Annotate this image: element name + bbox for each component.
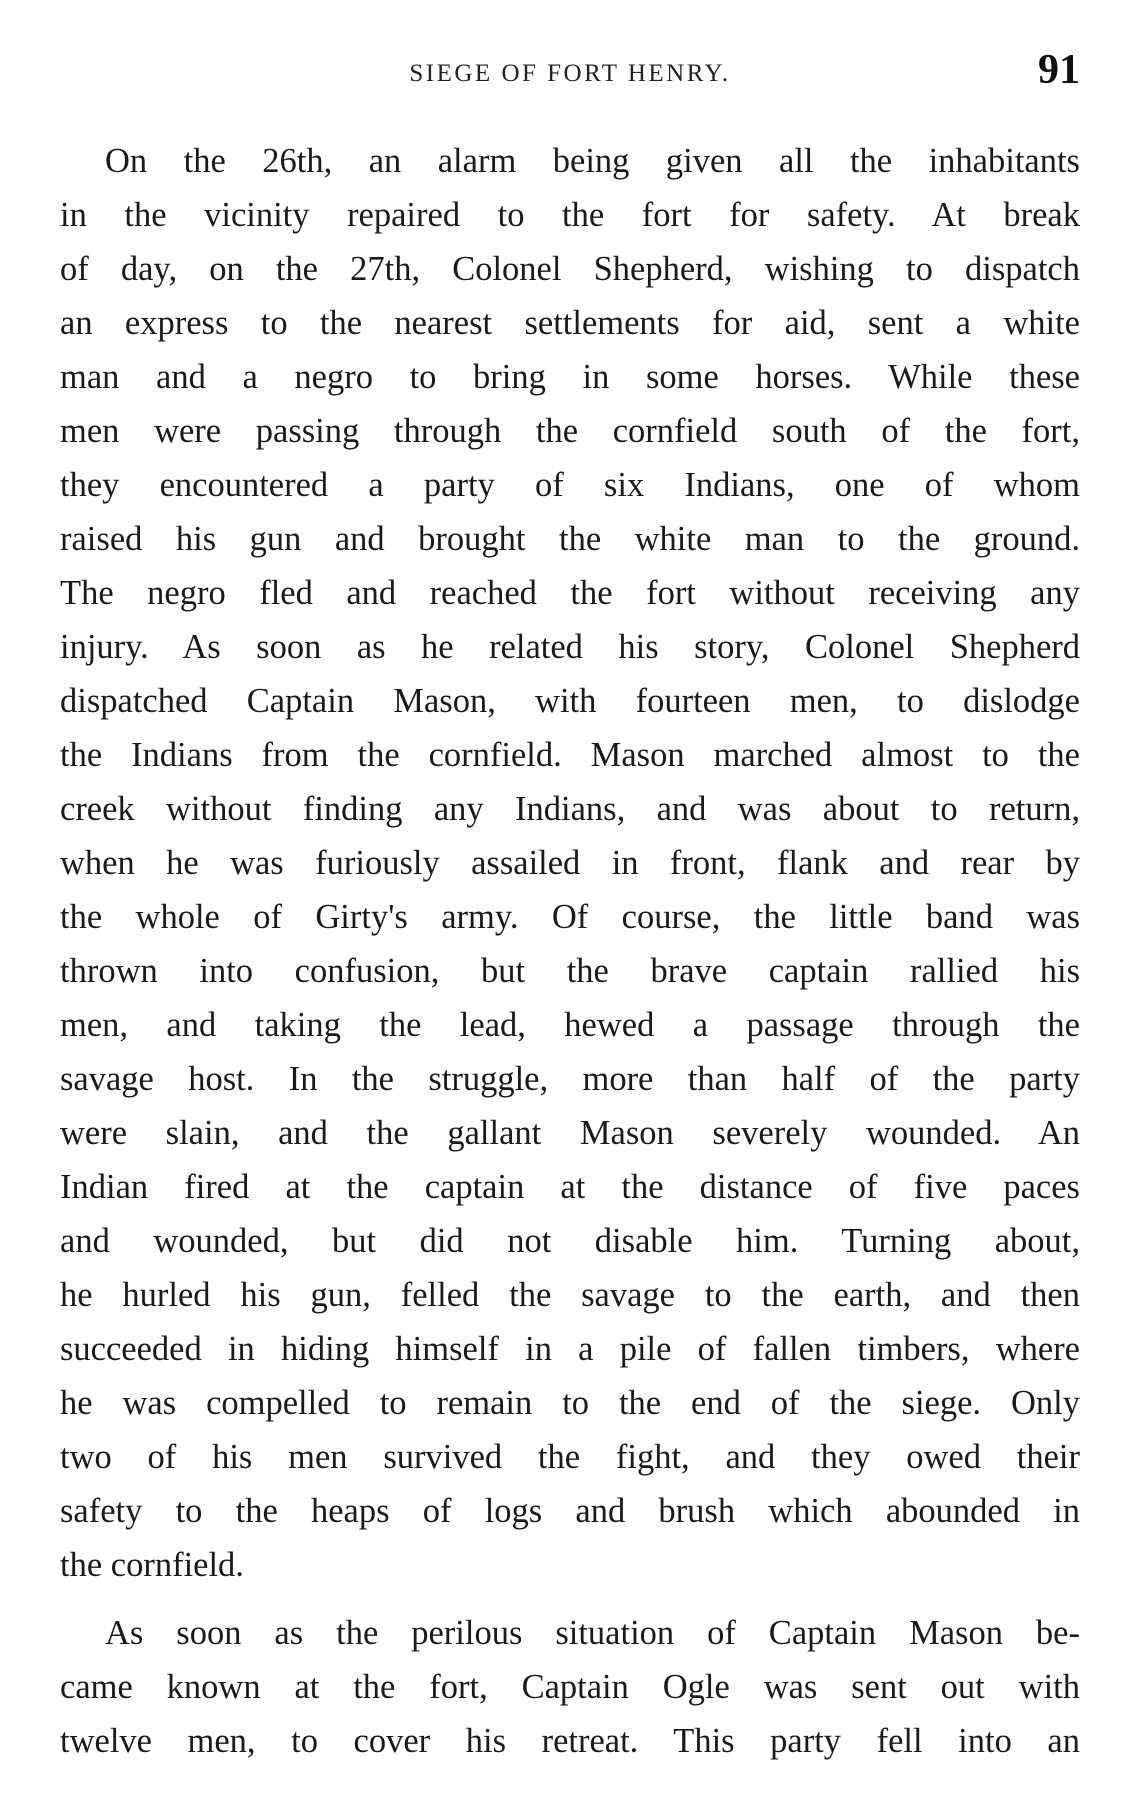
text-line: savage host. In the struggle, more than half of the party — [60, 1060, 1080, 1098]
text-line: twelve men, to cover his retreat. This party fell into an — [60, 1722, 1080, 1760]
text-line: the Indians from the cornfield. Mason marched almost to the — [60, 736, 1080, 774]
text-line: of day, on the 27th, Colonel Shepherd, wishing to dispatch — [60, 250, 1080, 288]
text-line: when he was furiously assailed in front, flank and rear by — [60, 844, 1080, 882]
paragraph-gap — [60, 1592, 1080, 1606]
text-line: he hurled his gun, felled the savage to the earth, and then — [60, 1276, 1080, 1314]
text-line: safety to the heaps of logs and brush which abounded in — [60, 1492, 1080, 1530]
text-line: and wounded, but did not disable him. Turning about, — [60, 1222, 1080, 1260]
text-line: the whole of Girty's army. Of course, the little band was — [60, 898, 1080, 936]
text-line: in the vicinity repaired to the fort for safety. At break — [60, 196, 1080, 234]
text-line: thrown into confusion, but the brave captain rallied his — [60, 952, 1080, 990]
text-line: creek without finding any Indians, and was about to return, — [60, 790, 1080, 828]
text-line: On the 26th, an alarm being given all the inhabitants — [105, 142, 1080, 180]
text-line: men, and taking the lead, hewed a passage through the — [60, 1006, 1080, 1044]
text-line: the cornfield. — [60, 1546, 244, 1584]
page-number: 91 — [1038, 47, 1080, 93]
text-line: were slain, and the gallant Mason severely wounded. An — [60, 1114, 1080, 1152]
running-title: SIEGE OF FORT HENRY. — [409, 60, 731, 87]
text-line: man and a negro to bring in some horses. While these — [60, 358, 1080, 396]
text-line: men were passing through the cornfield south of the fort, — [60, 412, 1080, 450]
text-line: two of his men survived the fight, and they owed their — [60, 1438, 1080, 1476]
text-line: succeeded in hiding himself in a pile of fallen timbers, where — [60, 1330, 1080, 1368]
body-text — [60, 134, 1080, 1768]
text-line: The negro fled and reached the fort without receiving any — [60, 574, 1080, 612]
paragraph-2 — [60, 1606, 1080, 1768]
text-line: an express to the nearest settlements for aid, sent a white — [60, 304, 1080, 342]
text-line: As soon as the perilous situation of Captain Mason be- — [105, 1614, 1080, 1652]
text-line: they encountered a party of six Indians, one of whom — [60, 466, 1080, 504]
text-line: raised his gun and brought the white man to the ground. — [60, 520, 1080, 558]
text-line: he was compelled to remain to the end of the siege. Only — [60, 1384, 1080, 1422]
text-line: injury. As soon as he related his story, Colonel Shepherd — [60, 628, 1080, 666]
text-line: dispatched Captain Mason, with fourteen men, to dislodge — [60, 682, 1080, 720]
running-head — [60, 47, 1080, 102]
text-line: Indian fired at the captain at the distance of five paces — [60, 1168, 1080, 1206]
paragraph-1 — [60, 134, 1080, 1592]
text-line: came known at the fort, Captain Ogle was sent out with — [60, 1668, 1080, 1706]
